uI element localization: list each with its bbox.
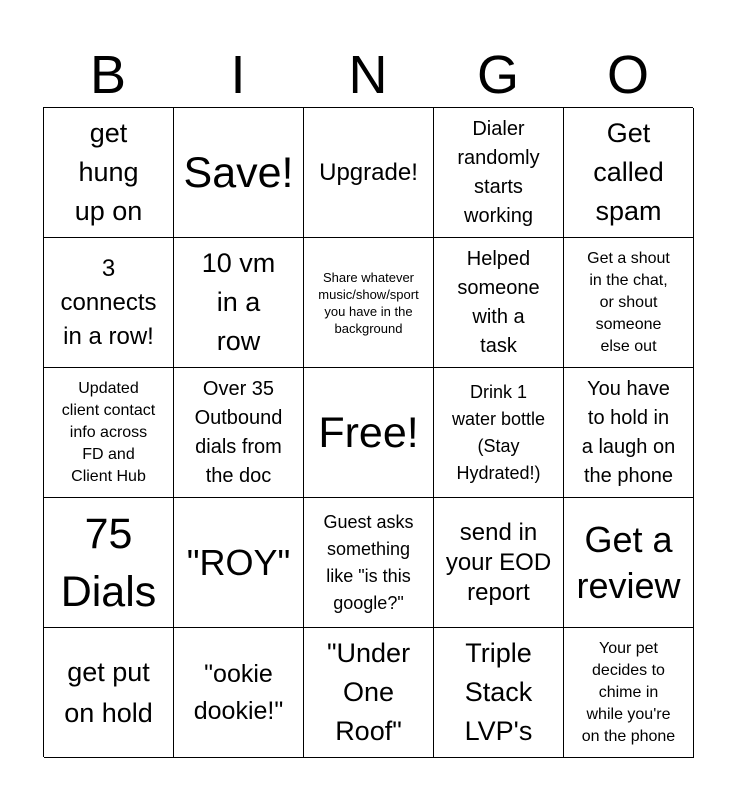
cell-text: Free! [318,408,419,457]
cell-text: Over 35 Outbound dials from the doc [194,377,283,487]
bingo-cell[interactable] [44,108,174,238]
bingo-cell[interactable] [304,628,434,758]
bingo-cell[interactable] [564,368,694,498]
cell-text: Get called spam [593,118,664,226]
cell-text: Get a shout in the chat, or shout someone else out [587,249,670,355]
bingo-cell[interactable] [434,368,564,498]
bingo-board [43,107,693,757]
cell-text: "ROY" [186,541,291,583]
bingo-cell[interactable] [564,498,694,628]
cell-text: Get a review [576,518,681,606]
header-letter-b: B [89,45,127,105]
bingo-cell[interactable] [174,628,304,758]
cell-text: get hung up on [74,118,143,226]
bingo-cell[interactable] [434,108,564,238]
cell-text: get put on hold [64,656,153,728]
cell-text: Share whatever music/show/sport you have in the background [318,269,419,336]
cell-text: Dialer randomly starts working [457,117,540,227]
bingo-cell[interactable] [44,628,174,758]
bingo-cell[interactable] [304,108,434,238]
cell-text: Updated client contact info across FD and Client Hub [61,379,156,485]
bingo-cell[interactable] [44,498,174,628]
cell-text: "Under One Roof" [326,638,411,746]
cell-text: 75 Dials [60,509,157,616]
bingo-cell[interactable] [304,498,434,628]
cell-text: You have to hold in a laugh on the phone [581,377,676,487]
bingo-cell[interactable] [174,368,304,498]
bingo-cell[interactable] [434,238,564,368]
header-letter-g: G [476,45,519,105]
bingo-cell[interactable] [174,108,304,238]
header-letter-n: N [348,45,388,105]
bingo-cell[interactable] [564,628,694,758]
bingo-cell[interactable] [564,108,694,238]
cell-text: Helped someone with a task [457,247,540,357]
cell-text: "ookie dookie!" [193,659,284,725]
bingo-cell[interactable] [174,238,304,368]
header-letter-i: I [230,45,246,105]
header-letter-o: O [606,45,649,105]
cell-text: Upgrade! [319,158,418,186]
bingo-cell[interactable] [44,368,174,498]
cell-text: Your pet decides to chime in while you're on the phone [581,639,676,745]
cell-text: Guest asks something like "is this google?" [323,511,414,613]
bingo-cell[interactable] [434,628,564,758]
cell-text: 10 vm in a row [201,248,276,356]
cell-text: Drink 1 water bottle (Stay Hydrated!) [451,381,546,483]
bingo-cell[interactable] [434,498,564,628]
cell-text: Save! [183,148,294,197]
bingo-cell[interactable] [304,238,434,368]
bingo-cell[interactable] [44,238,174,368]
bingo-header [43,44,693,106]
cell-text: Triple Stack LVP's [464,638,533,746]
bingo-cell[interactable] [174,498,304,628]
cell-text: 3 connects in a row! [60,254,157,350]
cell-text: send in your EOD report [445,518,552,606]
bingo-cell[interactable] [304,368,434,498]
bingo-cell[interactable] [564,238,694,368]
